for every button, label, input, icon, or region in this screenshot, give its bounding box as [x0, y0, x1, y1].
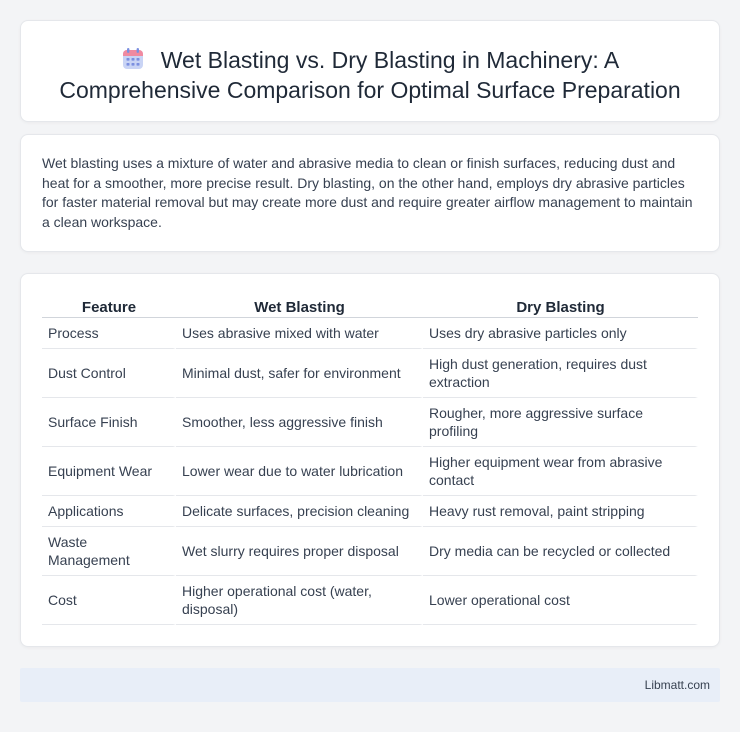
- table-row: [42, 527, 698, 576]
- description-card: [20, 134, 720, 252]
- table-row: [42, 318, 698, 349]
- title-card: [20, 20, 720, 122]
- feature-cell: Waste Management: [42, 527, 176, 576]
- dry-cell: Higher equipment wear from abrasive contact: [423, 447, 698, 496]
- feature-cell: Dust Control: [42, 349, 176, 398]
- table-row: [42, 496, 698, 527]
- dry-cell: High dust generation, requires dust extraction: [423, 349, 698, 398]
- table-row: [42, 576, 698, 625]
- wet-cell: Lower wear due to water lubrication: [176, 447, 423, 496]
- wet-cell: Minimal dust, safer for environment: [176, 349, 423, 398]
- footer-bar: [20, 668, 720, 702]
- feature-cell: Applications: [42, 496, 176, 527]
- wet-cell: Smoother, less aggressive finish: [176, 398, 423, 447]
- feature-cell: Equipment Wear: [42, 447, 176, 496]
- dry-cell: Dry media can be recycled or collected: [423, 527, 698, 576]
- header-wet-blasting: Wet Blasting: [176, 297, 423, 318]
- page-title-text: Wet Blasting vs. Dry Blasting in Machinery: A Comprehensive Comparison for Optimal Surface Preparation: [59, 47, 681, 103]
- table-row: [42, 447, 698, 496]
- dry-cell: Uses dry abrasive particles only: [423, 318, 698, 349]
- dry-cell: Heavy rust removal, paint stripping: [423, 496, 698, 527]
- header-dry-blasting: Dry Blasting: [423, 297, 698, 318]
- wet-cell: Wet slurry requires proper disposal: [176, 527, 423, 576]
- table-row: [42, 398, 698, 447]
- wet-cell: Uses abrasive mixed with water: [176, 318, 423, 349]
- table-row: [42, 349, 698, 398]
- page-title: [41, 45, 699, 105]
- dry-cell: Lower operational cost: [423, 576, 698, 625]
- feature-cell: Cost: [42, 576, 176, 625]
- wet-cell: Higher operational cost (water, disposal): [176, 576, 423, 625]
- dry-cell: Rougher, more aggressive surface profiling: [423, 398, 698, 447]
- description-text: Wet blasting uses a mixture of water and abrasive media to clean or finish surfaces, reducing dust and heat for a smoother, more precise result. Dry blasting, on the other hand, employs dry abrasive particles for faster material removal but may create more dust and require greater airflow management to maintain a clean workspace.: [42, 155, 693, 230]
- feature-cell: Process: [42, 318, 176, 349]
- comparison-table: [42, 297, 698, 625]
- calendar-icon: [121, 47, 145, 71]
- header-feature: Feature: [42, 297, 176, 318]
- feature-cell: Surface Finish: [42, 398, 176, 447]
- table-header-row: [42, 297, 698, 318]
- comparison-card: [20, 273, 720, 647]
- wet-cell: Delicate surfaces, precision cleaning: [176, 496, 423, 527]
- footer-brand-link[interactable]: Libmatt.com: [644, 678, 710, 692]
